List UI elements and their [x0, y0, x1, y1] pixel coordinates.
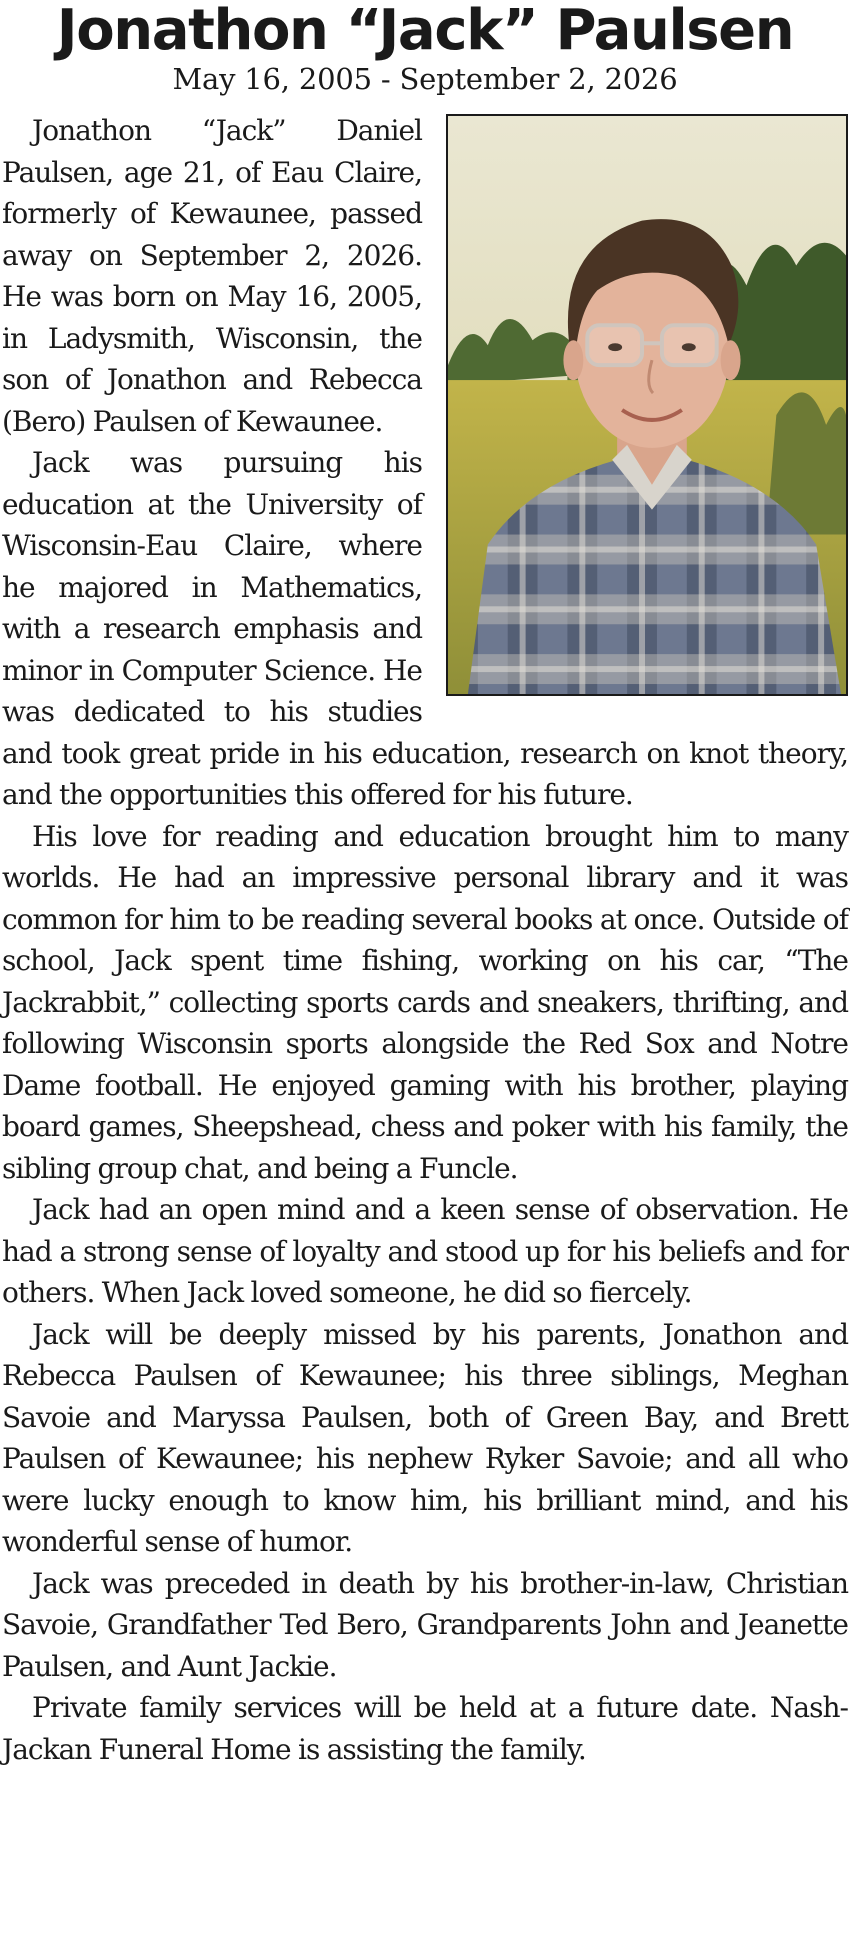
- paragraph-preceded: Jack was preceded in death by his brother-in-law, Christian Savoie, Grandfather Ted Bero, Grandparents John and Jeanette Paulsen, and Aunt Jackie.: [2, 1566, 848, 1683]
- paragraph-survivors: Jack will be deeply missed by his parents, Jonathon and Rebecca Paulsen of Kewaunee; his three siblings, Meghan Savoie and Maryssa Paulsen, both of Green Bay, and Brett Paulsen of Kewaunee; his nephew Ryker Savoie; and all who were lucky enough to know him, his brilliant mind, and his wonderful sense of humor.: [2, 1317, 848, 1558]
- portrait-photo: [446, 114, 848, 696]
- portrait-illustration: [448, 116, 846, 694]
- obituary-name: Jonathon “Jack” Paulsen: [56, 0, 794, 63]
- paragraph-services: Private family services will be held at a future date. Nash-Jackan Funeral Home is assisting the family.: [2, 1691, 848, 1766]
- obituary-text: [2, 110, 848, 1770]
- paragraph-biography: Jonathon “Jack” Daniel Paulsen, age 21, of Eau Claire, formerly of Kewaunee, passed away on September 2, 2026. He was born on May 16, 2005, in Ladysmith, Wisconsin, the son of Jonathon and Rebecca (Bero) Paulsen of Kewaunee.: [2, 114, 422, 438]
- paragraph-interests: His love for reading and education brought him to many worlds. He had an impressive personal library and it was common for him to be reading several books at once. Outside of school, Jack spent time fishing, working on his car, “The Jackrabbit,” collecting sports cards and sneakers, thrifting, and following Wisconsin sports alongside the Red Sox and Notre Dame football. He enjoyed gaming with his brother, playing board games, Sheepshead, chess and poker with his family, the sibling group chat, and being a Funcle.: [2, 819, 848, 1185]
- life-dates: May 16, 2005 - September 2, 2026: [172, 62, 678, 96]
- paragraph-character: Jack had an open mind and a keen sense of observation. He had a strong sense of loyalty and stood up for his beliefs and for others. When Jack loved someone, he did so fiercely.: [2, 1193, 848, 1309]
- paragraph-education: Jack was pursuing his education at the University of Wisconsin-Eau Claire, where he majored in Mathematics, with a research emphasis and minor in Computer Science. He was dedicated to his studies and took great pride in his education, research on knot theory, and the opportunities this offered for his future.: [2, 446, 848, 811]
